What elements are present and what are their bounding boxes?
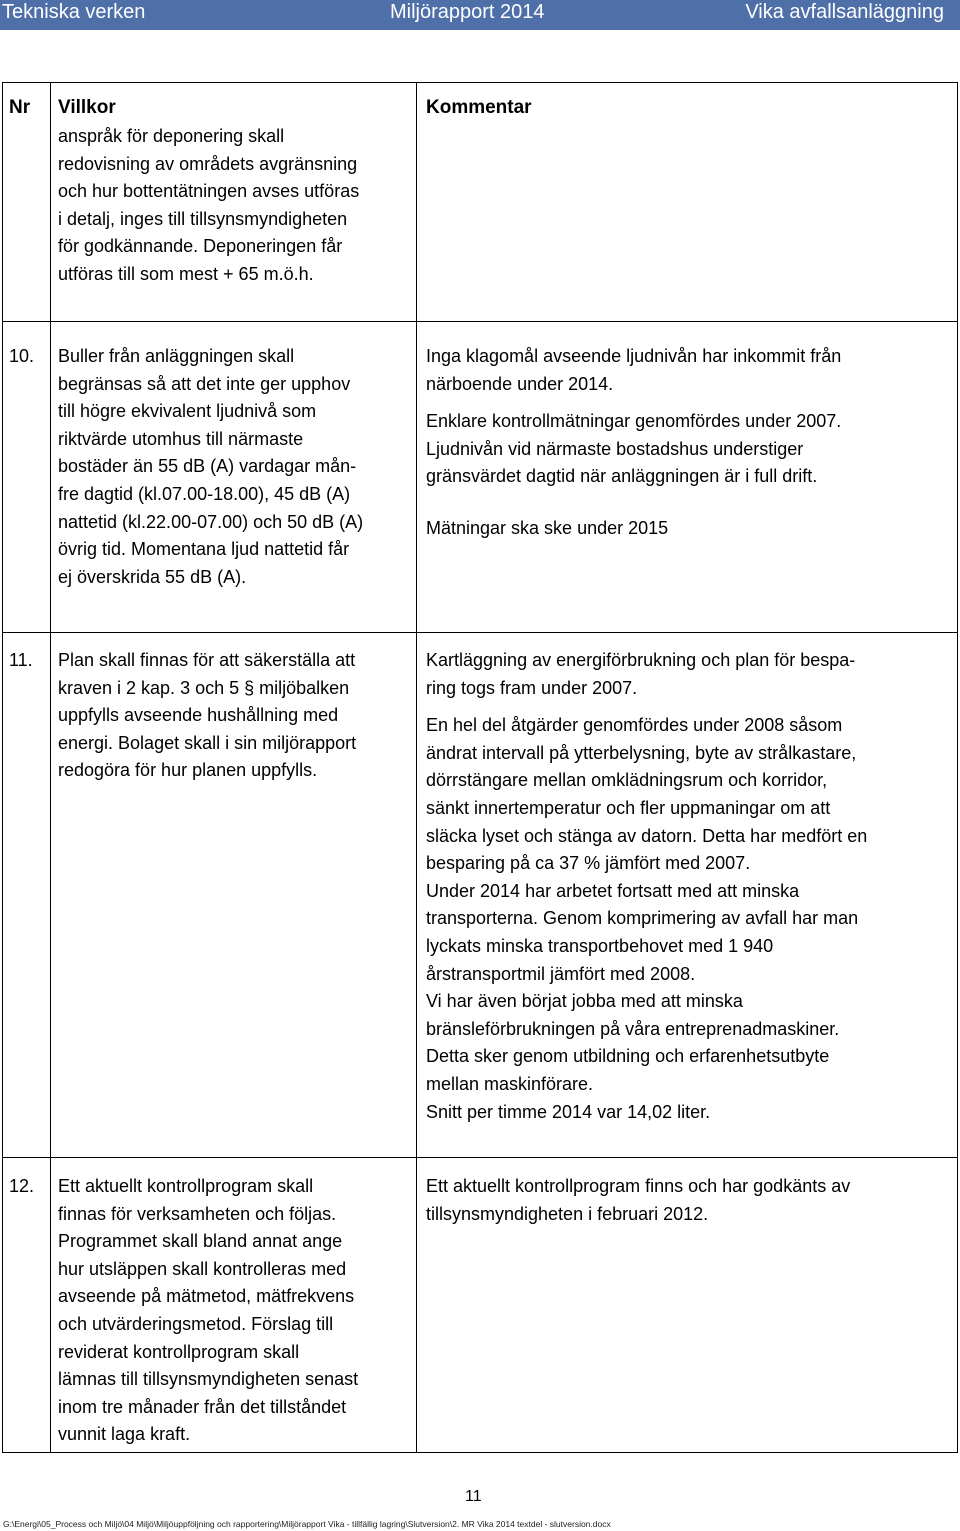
text-line: Plan skall finnas för att säkerställa att (58, 650, 356, 670)
text-line: utföras till som mest + 65 m.ö.h. (58, 263, 314, 284)
text-line: övrig tid. Momentana ljud nattetid får (58, 539, 350, 560)
document-file-path: G:\Energi\05_Process och Miljö\04 Miljö\Miljöuppföljning och rapportering\Miljörapport Vika - tillfällig lagring\Slutversion\2. MR Vika 2014 textdel - slutversion.docx (3, 1519, 611, 1529)
text-line: Programmet skall bland annat ange (58, 1231, 343, 1252)
page-number: 11 (465, 1488, 482, 1505)
row-10-kommentar (426, 343, 841, 543)
text-line: Mätningar ska ske under 2015 (426, 517, 669, 538)
row-11-kommentar (426, 647, 867, 1126)
table-left-border (2, 82, 3, 1453)
row-12-villkor (58, 1173, 358, 1449)
text-line: bränsleförbrukningen på våra entreprenadmaskiner. (426, 1018, 840, 1039)
text-line: uppfylls avseende hushållning med (58, 705, 339, 726)
header-facility: Vika avfallsanläggning (745, 1, 944, 23)
text-line: Ljudnivån vid närmaste bostadshus understiger (426, 438, 804, 459)
text-line: ring togs fram under 2007. (426, 677, 638, 698)
text-line: fre dagtid (kl.07.00-18.00), 45 dB (A) (58, 483, 351, 504)
row-10-nr: 10. (9, 346, 35, 366)
text-line: mellan maskinförare. (426, 1073, 594, 1094)
text-line: och hur bottentätningen avses utföras (58, 181, 360, 202)
row-divider (2, 632, 958, 633)
text-line: för godkännande. Deponeringen får (58, 236, 343, 257)
text-line: gränsvärdet dagtid när anläggningen är i full drift. (426, 466, 818, 487)
row-divider (2, 1157, 958, 1158)
text-line: begränsas så att det inte ger upphov (58, 373, 351, 394)
text-line: släcka lyset och stänga av datorn. Detta har medfört en (426, 825, 868, 846)
column-header-kommentar: Kommentar (426, 97, 532, 118)
text-line: ej överskrida 55 dB (A). (58, 566, 247, 587)
text-line: Snitt per timme 2014 var 14,02 liter. (426, 1101, 711, 1122)
text-line: bostäder än 55 dB (A) vardagar mån- (58, 456, 357, 477)
text-line: lämnas till tillsynsmyndigheten senast (58, 1369, 359, 1390)
table-top-border (2, 82, 958, 83)
text-line: reviderat kontrollprogram skall (58, 1341, 300, 1362)
text-line: En hel del åtgärder genomfördes under 2008 såsom (426, 715, 843, 736)
text-line: besparing på ca 37 % jämfört med 2007. (426, 853, 751, 874)
text-line: ändrat intervall på ytterbelysning, byte av strålkastare, (426, 742, 857, 763)
column-divider-nr (50, 82, 51, 1453)
text-line: till högre ekvivalent ljudnivå som (58, 401, 317, 422)
text-line: årstransportmil jämfört med 2008. (426, 963, 696, 984)
column-divider-villkor (416, 82, 417, 1453)
text-line: redogöra för hur planen uppfylls. (58, 760, 318, 781)
page-header-banner (0, 0, 960, 30)
text-line: riktvärde utomhus till närmaste (58, 428, 304, 449)
text-line: Under 2014 har arbetet fortsatt med att minska (426, 880, 800, 901)
text-line: Ett aktuellt kontrollprogram skall (58, 1176, 314, 1196)
row-divider (2, 321, 958, 322)
text-line: transporterna. Genom komprimering av avfall har man (426, 908, 859, 929)
text-line: anspråk för deponering skall (58, 126, 285, 146)
table-bottom-border (2, 1452, 958, 1453)
text-line: Enklare kontrollmätningar genomfördes under 2007. (426, 411, 842, 432)
text-line: energi. Bolaget skall i sin miljörapport (58, 732, 357, 753)
row-12-kommentar (426, 1173, 850, 1228)
text-line: i detalj, inges till tillsynsmyndigheten (58, 208, 348, 229)
text-line: Kartläggning av energiförbrukning och plan för bespa- (426, 650, 856, 670)
column-header-nr: Nr (9, 97, 31, 118)
text-line: sänkt innertemperatur och fler uppmaningar om att (426, 797, 831, 818)
text-line: Inga klagomål avseende ljudnivån har inkommit från (426, 346, 842, 366)
text-line: och utvärderingsmetod. Förslag till (58, 1313, 334, 1334)
text-line: vunnit laga kraft. (58, 1424, 191, 1445)
row-10-villkor (58, 343, 363, 591)
text-line: kraven i 2 kap. 3 och 5 § miljöbalken (58, 677, 350, 698)
text-line: Detta sker genom utbildning och erfarenhetsutbyte (426, 1046, 830, 1067)
continued-villkor-text (58, 123, 359, 289)
text-line: lyckats minska transportbehovet med 1 940 (426, 935, 774, 956)
text-line: Buller från anläggningen skall (58, 346, 295, 366)
text-line: Ett aktuellt kontrollprogram finns och har godkänts av (426, 1176, 851, 1196)
table-right-border (957, 82, 958, 1453)
text-line: finnas för verksamheten och följas. (58, 1203, 337, 1224)
row-11-villkor (58, 647, 356, 785)
text-line: avseende på mätmetod, mätfrekvens (58, 1286, 355, 1307)
text-line: nattetid (kl.22.00-07.00) och 50 dB (A) (58, 511, 364, 532)
header-company: Tekniska verken (2, 1, 146, 23)
row-12-nr: 12. (9, 1176, 35, 1196)
text-line: närboende under 2014. (426, 373, 614, 394)
text-line: hur utsläppen skall kontrolleras med (58, 1258, 347, 1279)
column-header-villkor: Villkor (58, 97, 116, 118)
text-line: dörrstängare mellan omklädningsrum och korridor, (426, 770, 828, 791)
text-line: inom tre månader från det tillståndet (58, 1396, 347, 1417)
text-line: tillsynsmyndigheten i februari 2012. (426, 1203, 709, 1224)
header-report-title: Miljörapport 2014 (390, 1, 545, 23)
text-line: redovisning av områdets avgränsning (58, 153, 358, 174)
row-11-nr: 11. (9, 650, 33, 670)
text-line: Vi har även börjat jobba med att minska (426, 991, 743, 1012)
